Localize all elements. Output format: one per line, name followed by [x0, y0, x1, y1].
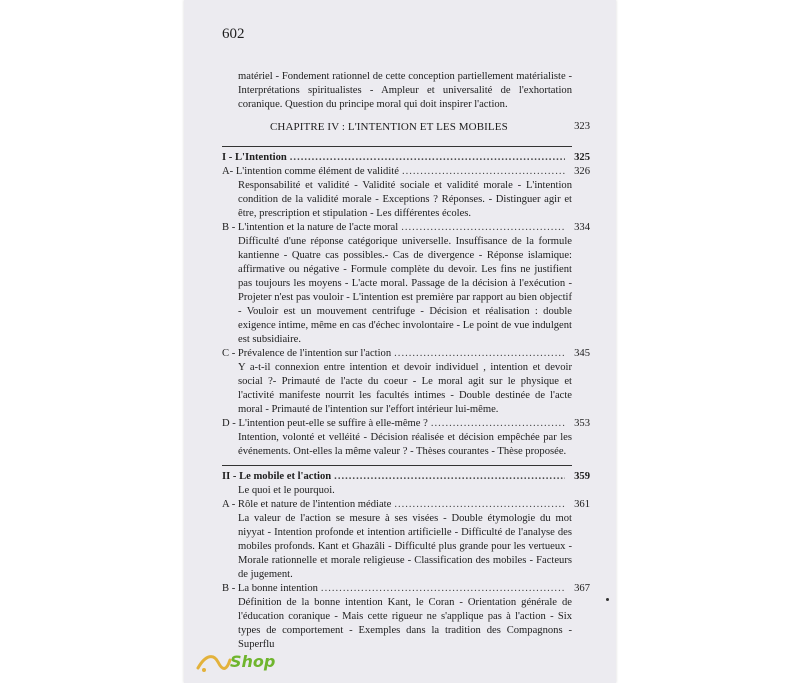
chapter-heading [222, 120, 590, 134]
dot-leader [401, 221, 565, 235]
entry-page: 345 [574, 348, 590, 359]
ink-speck [606, 598, 609, 601]
shop-logo-text[interactable]: Shop [230, 652, 276, 671]
entry-page: 326 [574, 166, 590, 177]
intro-paragraph: matériel - Fondement rationnel de cette conception partiellement matérialiste - Interprétations spiritualistes - Ampleur et universalité de l'exhortation coranique. Question du principe moral qui doit inspirer l'action. [238, 71, 572, 110]
section-subhead: Le quoi et le pourquoi. [238, 485, 335, 496]
dot-leader [394, 498, 565, 512]
toc-entry [222, 498, 590, 512]
section-page: 325 [574, 152, 590, 163]
dot-leader [321, 582, 565, 596]
dot-leader [290, 151, 565, 165]
entry-label: A - Rôle et nature de l'intention médiate [222, 499, 392, 510]
toc-entry [222, 347, 590, 361]
entry-description: Définition de la bonne intention Kant, le Coran - Orientation générale de l'éducation coranique - Mais cette rigueur ne s'applique pas à l'action - Six types de comportement - Exemples dans la tradition des Compagnons - Superflu [238, 597, 572, 650]
entry-page: 334 [574, 222, 590, 233]
entry-label: B - L'intention et la nature de l'acte moral [222, 222, 399, 233]
entry-description: Intention, volonté et velléité - Décision réalisée et décision empêchée par les événements. Ont-elles la même valeur ? - Thèses courantes - Thèse proposée. [238, 432, 572, 457]
dot-leader [402, 165, 565, 179]
entry-label: D - L'intention peut-elle se suffire à elle-même ? [222, 418, 428, 429]
entry-page: 367 [574, 583, 590, 594]
toc-entry [222, 417, 590, 431]
entry-description: La valeur de l'action se mesure à ses visées - Double étymologie du mot niyyat - Intention profonde et intention artificielle - Difficulté de l'analyse des mobiles profonds. Kant et Ghazâli - Difficulté plus grande pour les vertueux - Morale rationnelle et morale religieuse - Classification des mobiles - Facteurs de jugement. [238, 513, 572, 580]
entry-label: C - Prévalence de l'intention sur l'action [222, 348, 392, 359]
table-of-contents [222, 70, 590, 652]
entry-page: 353 [574, 418, 590, 429]
entry-description: Y a-t-il connexion entre intention et devoir individuel , intention et devoir social ?- Primauté de l'acte du coeur - Le moral agit sur le physique et l'activité manifeste nourrit les facultés intimes - Double destinée de l'acte moral - Primauté de l'intention sur l'effort intérieur lui-même. [238, 362, 572, 415]
toc-entry [222, 582, 590, 596]
toc-entry [222, 165, 590, 179]
section-label: II - Le mobile et l'action [222, 471, 332, 482]
chapter-page: 323 [574, 121, 590, 132]
page-number: 602 [222, 26, 245, 42]
divider [222, 146, 572, 147]
entry-page: 361 [574, 499, 590, 510]
divider [222, 465, 572, 466]
section-label: I - L'Intention [222, 152, 287, 163]
chapter-title: CHAPITRE IV : L'INTENTION ET LES MOBILES [270, 121, 508, 133]
dot-leader [431, 417, 565, 431]
entry-label: B - La bonne intention [222, 583, 318, 594]
dot-leader [394, 347, 565, 361]
section-heading [222, 151, 590, 165]
entry-label: A- L'intention comme élément de validité [222, 166, 399, 177]
entry-description: Difficulté d'une réponse catégorique universelle. Insuffisance de la formule kantienne - Quatre cas possibles.- Cas de divergence - Réponse islamique: affirmative ou négative - Formule complète du devoir. Les fins ne justifient pas toujours les moyens - L'acte moral. Passage de la décision à l'exécution - Projeter n'est pas vouloir - L'intention est première par rapport au bien objectif - Vouloir est un mouvement centrifuge - Décision et réalisation : double exigence intime, même en cas d'échec involontaire - Le point de vue indulgent est subsidiaire. [238, 236, 572, 345]
section-page: 359 [574, 471, 590, 482]
section-heading [222, 470, 590, 484]
entry-description: Responsabilité et validité - Validité sociale et validité morale - L'intention condition de la validité morale - Exceptions ? Réponses. - Distinguer agir et être, prescription et stipulation - Les différentes écoles. [238, 180, 572, 219]
toc-entry [222, 221, 590, 235]
dot-leader [334, 470, 565, 484]
